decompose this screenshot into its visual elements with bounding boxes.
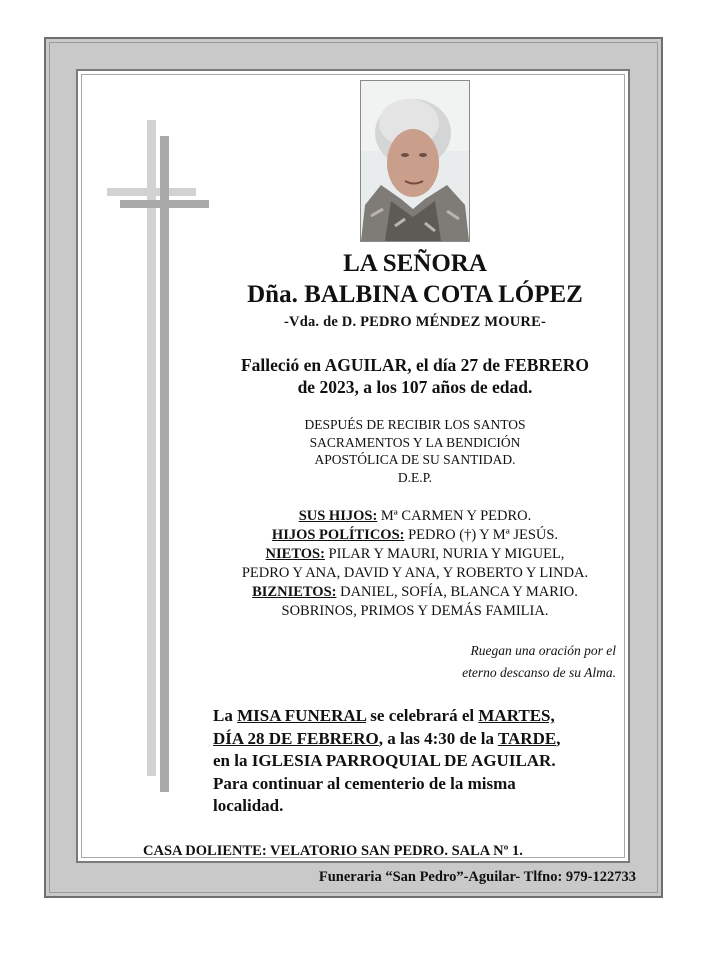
family-list	[200, 507, 630, 621]
prayer-line: Ruegan una oración por el	[470, 643, 616, 658]
mass-text: , a las 4:30 de la	[378, 728, 498, 748]
prayer-request	[462, 640, 616, 684]
sacraments-line: APOSTÓLICA DE SU SANTIDAD.	[314, 452, 516, 467]
inlaws-label: HIJOS POLÍTICOS:	[271, 527, 405, 543]
funeral-mass-info	[213, 705, 613, 818]
mass-line	[213, 705, 613, 728]
children-names: Mª CARMEN Y PEDRO.	[377, 508, 532, 524]
inlaws-names: PEDRO (†) Y Mª JESÚS.	[404, 527, 559, 543]
cross-icon-back-horizontal	[107, 188, 196, 196]
mass-text: La	[213, 706, 238, 725]
cross-icon-front-vertical	[160, 136, 169, 792]
heading-title: LA SEÑORA	[343, 250, 487, 277]
portrait-photo	[360, 80, 470, 242]
mass-text: se celebrará el	[366, 706, 479, 725]
grandchildren-label: NIETOS:	[265, 546, 325, 562]
mass-line	[213, 728, 613, 751]
death-announcement	[200, 354, 630, 398]
grandchildren-line	[200, 545, 630, 564]
sacraments-line: DESPUÉS DE RECIBIR LOS SANTOS	[304, 417, 526, 432]
widow-line: -Vda. de D. PEDRO MÉNDEZ MOURE-	[284, 314, 546, 330]
children-label: SUS HIJOS:	[298, 508, 378, 524]
mass-line: en la IGLESIA PARROQUIAL DE AGUILAR.	[213, 751, 556, 770]
greatgrand-label: BIZNIETOS:	[252, 584, 337, 600]
other-family-line: SOBRINOS, PRIMOS Y DEMÁS FAMILIA.	[281, 603, 549, 619]
cross-icon-back-vertical	[147, 120, 156, 776]
greatgrand-names: DANIEL, SOFÍA, BLANCA Y MARIO.	[336, 584, 578, 600]
grandchildren-line-2: PEDRO Y ANA, DAVID Y ANA, Y ROBERTO Y LINDA.	[241, 565, 589, 581]
mass-highlight: TARDE	[497, 728, 557, 748]
casa-doliente: CASA DOLIENTE: VELATORIO SAN PEDRO. SALA Nº 1.	[143, 843, 523, 859]
sacraments-line: SACRAMENTOS Y LA BENDICIÓN	[309, 434, 521, 450]
mass-line: localidad.	[213, 796, 284, 815]
death-line: Falleció en AGUILAR, el día 27 de FEBRERO	[240, 355, 590, 375]
deceased-name: Dña. BALBINA COTA LÓPEZ	[247, 281, 583, 308]
mass-line: Para continuar al cementerio de la misma	[213, 773, 516, 793]
sacraments-line: D.E.P.	[397, 469, 433, 485]
mass-text: ,	[556, 728, 561, 748]
grandchildren-names: PILAR Y MAURI, NURIA Y MIGUEL,	[324, 546, 565, 562]
cross-icon-front-horizontal	[120, 200, 209, 208]
mass-highlight: MISA FUNERAL	[237, 706, 367, 725]
prayer-line: eterno descanso de su Alma.	[462, 665, 616, 680]
death-line: de 2023, a los 107 años de edad.	[297, 377, 533, 397]
inlaws-line	[200, 526, 630, 545]
sacraments-text	[200, 416, 630, 486]
children-line	[200, 507, 630, 526]
greatgrand-line	[200, 583, 630, 602]
mass-highlight: DÍA 28 DE FEBRERO	[213, 728, 379, 748]
mass-highlight: MARTES,	[478, 706, 555, 725]
funeraria-footer: Funeraria “San Pedro”-Aguilar- Tlfno: 979-122733	[318, 869, 636, 885]
